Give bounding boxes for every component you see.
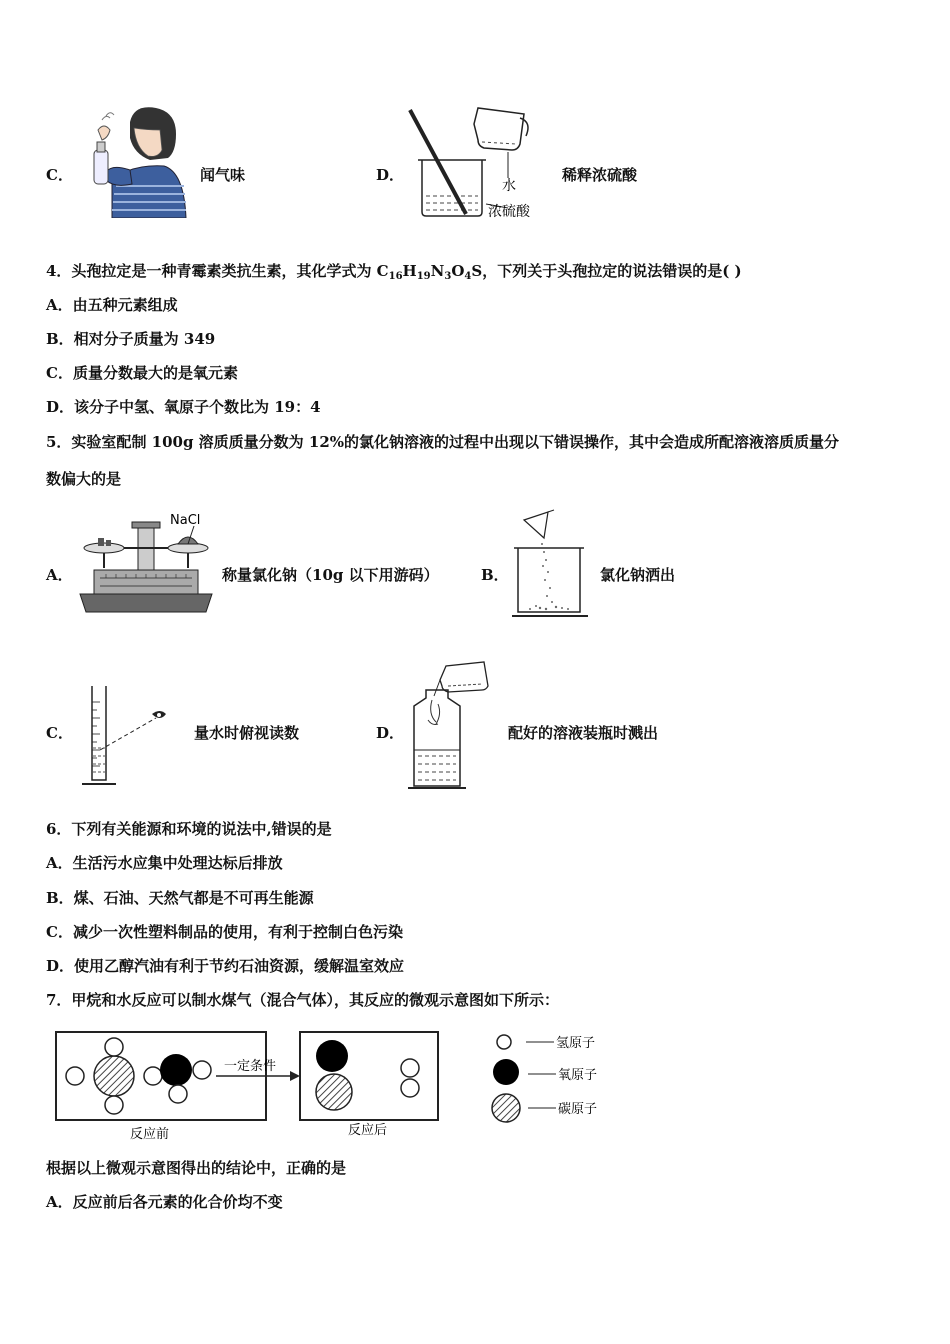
q5-option-a-caption: 称量氯化钠（10g 以下用游码） — [222, 566, 439, 584]
hydrogen-atom — [144, 1067, 162, 1085]
legend-oxygen: 氧原子 — [558, 1068, 598, 1083]
oxygen-atom — [316, 1040, 348, 1072]
q6-option-a: A．生活污水应集中处理达标后排放 — [46, 854, 283, 872]
q4-option-b: B．相对分子质量为 349 — [46, 330, 216, 348]
q7-conclusion: 根据以上微观示意图得出的结论中，正确的是 — [46, 1159, 347, 1177]
q6-stem: 6．下列有关能源和环境的说法中,错误的是 — [46, 820, 332, 838]
after-label: 反应后 — [348, 1123, 388, 1138]
q4-option-c: C．质量分数最大的是氧元素 — [46, 364, 238, 382]
balance-scale-figure — [76, 508, 216, 616]
acid-label: 浓硫酸 — [488, 204, 530, 220]
spilled-salt-figure — [510, 508, 590, 620]
hydrogen-atom — [105, 1096, 123, 1114]
q5-option-b-caption: 氯化钠洒出 — [600, 566, 676, 584]
q5-stem-line1: 5．实验室配制 100g 溶质质量分数为 12%的氯化钠溶液的过程中出现以下错误操作，其中会造成所配溶液溶质质量分 — [46, 433, 840, 451]
q5-option-d-caption: 配好的溶液装瓶时溅出 — [508, 724, 659, 742]
q4-option-a: A．由五种元素组成 — [46, 296, 178, 314]
q5-option-c-letter: C． — [46, 724, 73, 742]
q5-option-b-letter: B． — [481, 566, 509, 584]
graduated-cylinder-figure — [76, 682, 176, 790]
q6-option-d: D．使用乙醇汽油有利于节约石油资源，缓解温室效应 — [46, 957, 405, 975]
q3-option-d-caption: 稀释浓硫酸 — [562, 166, 638, 184]
q4-option-d: D．该分子中氢、氧原子个数比为 19：4 — [46, 398, 321, 416]
q5-option-c-caption: 量水时俯视读数 — [194, 724, 300, 742]
q7-stem: 7．甲烷和水反应可以制水煤气（混合气体），其反应的微观示意图如下所示： — [46, 991, 559, 1009]
arrow-label: 一定条件 — [224, 1059, 277, 1074]
legend-carbon: 碳原子 — [558, 1102, 598, 1117]
q5-option-d-letter: D． — [376, 724, 405, 742]
legend-hydrogen: 氢原子 — [556, 1036, 596, 1051]
legend-hydrogen-icon — [497, 1035, 511, 1049]
before-label: 反应前 — [130, 1127, 170, 1142]
hydrogen-atom — [66, 1067, 84, 1085]
bottling-figure — [404, 660, 496, 792]
micro-reaction-diagram — [50, 1026, 620, 1142]
q3-option-c-letter: C． — [46, 166, 73, 184]
legend-oxygen-icon — [493, 1059, 519, 1085]
legend-carbon-icon — [492, 1094, 520, 1122]
water-label: 水 — [502, 178, 516, 194]
nacl-label: NaCl — [170, 513, 201, 528]
q3-option-c-caption: 闻气味 — [200, 166, 246, 184]
q6-option-b: B．煤、石油、天然气都是不可再生能源 — [46, 889, 314, 907]
q5-option-a-letter: A． — [46, 566, 73, 584]
carbon-atom — [94, 1056, 134, 1096]
smell-gas-figure — [72, 100, 192, 218]
q6-option-c: C．减少一次性塑料制品的使用，有利于控制白色污染 — [46, 923, 403, 941]
hydrogen-atom — [169, 1085, 187, 1103]
hydrogen-atom — [105, 1038, 123, 1056]
q4-stem: 4．头孢拉定是一种青霉素类抗生素，其化学式为 $C_{16}H_{19}N_3O_4S$，下列关于头孢拉定的说法错误的是( ) — [46, 262, 742, 282]
hydrogen-atom — [193, 1061, 211, 1079]
dilute-acid-figure — [404, 104, 554, 222]
carbon-atom — [316, 1074, 352, 1110]
oxygen-atom — [160, 1054, 192, 1086]
q5-stem-line2: 数偏大的是 — [46, 470, 122, 488]
hydrogen-atom — [401, 1059, 419, 1077]
q3-option-d-letter: D． — [376, 166, 405, 184]
hydrogen-atom — [401, 1079, 419, 1097]
q7-option-a: A．反应前后各元素的化合价均不变 — [46, 1193, 283, 1211]
